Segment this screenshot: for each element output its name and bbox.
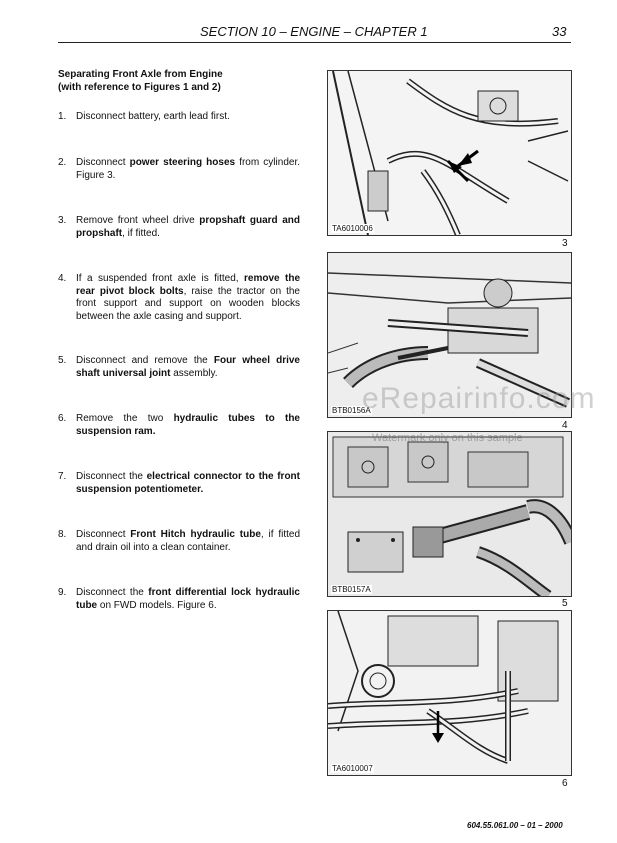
step-run: Disconnect bbox=[76, 157, 130, 168]
step-text bbox=[76, 471, 300, 496]
step-5 bbox=[58, 355, 300, 380]
step-text bbox=[76, 587, 300, 612]
figure-5-drawing bbox=[328, 432, 571, 596]
figure-5-code: BTB0157A bbox=[332, 585, 371, 594]
section-title: SECTION 10 – ENGINE – CHAPTER 1 bbox=[200, 24, 428, 39]
page-number: 33 bbox=[552, 24, 567, 39]
step-text bbox=[76, 529, 300, 554]
step-run: , raise the tractor on the front support and support on wooden blocks between the axle casing and support. bbox=[76, 285, 300, 322]
step-run: Disconnect battery, earth lead first. bbox=[76, 111, 230, 122]
step-run: , if fitted and drain oil into a clean container. bbox=[76, 529, 300, 553]
step-number: 9. bbox=[58, 587, 67, 598]
watermark: eRepairinfo.com bbox=[362, 382, 596, 415]
figure-4-code: BTB0156A bbox=[332, 406, 371, 415]
figure-6-illustration bbox=[327, 610, 572, 776]
step-2 bbox=[58, 157, 300, 182]
step-run: Disconnect bbox=[76, 529, 131, 540]
step-run: Disconnect and remove the bbox=[76, 355, 214, 366]
step-emphasis: propshaft guard and propshaft bbox=[76, 215, 300, 239]
step-emphasis: remove the rear pivot block bolts bbox=[76, 273, 301, 297]
step-number: 7. bbox=[58, 471, 67, 482]
step-emphasis: power steering hoses bbox=[129, 157, 236, 168]
figure-3-illustration bbox=[327, 70, 572, 236]
step-text bbox=[76, 355, 300, 380]
step-number: 2. bbox=[58, 157, 67, 168]
step-9 bbox=[58, 587, 300, 612]
step-run: from cylinder. Figure 3. bbox=[76, 157, 300, 181]
figure-3-code: TA6010006 bbox=[332, 224, 373, 233]
step-emphasis: electrical connector to the front suspension potentiometer. bbox=[76, 471, 300, 495]
figure-3-drawing bbox=[328, 71, 571, 235]
step-number: 1. bbox=[58, 111, 67, 122]
step-run: , if fitted. bbox=[122, 227, 160, 239]
procedure-heading-line2: (with reference to Figures 1 and 2) bbox=[58, 82, 221, 93]
step-number: 8. bbox=[58, 529, 67, 540]
step-number: 6. bbox=[58, 413, 67, 424]
step-run: Disconnect the bbox=[76, 587, 149, 598]
step-run: Disconnect the bbox=[76, 471, 147, 482]
figure-4-number: 4 bbox=[562, 420, 568, 431]
step-emphasis: Front Hitch hydraulic tube bbox=[130, 529, 261, 540]
step-text bbox=[76, 111, 300, 124]
step-number: 4. bbox=[58, 273, 67, 284]
step-run: assembly. bbox=[170, 367, 218, 379]
step-3 bbox=[58, 215, 300, 240]
step-run: Remove the two bbox=[76, 413, 174, 424]
procedure-heading-line1: Separating Front Axle from Engine bbox=[58, 69, 223, 80]
step-emphasis: front differential lock hydraulic tube bbox=[76, 587, 300, 611]
step-6 bbox=[58, 413, 300, 438]
figure-3-number: 3 bbox=[562, 238, 568, 249]
document-reference: 604.55.061.00 – 01 – 2000 bbox=[467, 821, 563, 830]
watermark-subtext: Watermark only on this sample bbox=[372, 432, 523, 444]
step-emphasis: Four wheel drive shaft universal joint bbox=[76, 355, 300, 379]
figure-6-number: 6 bbox=[562, 778, 568, 789]
step-text bbox=[76, 413, 300, 438]
figure-5-number: 5 bbox=[562, 598, 568, 609]
step-text bbox=[76, 215, 300, 240]
figure-6-drawing bbox=[328, 611, 571, 775]
step-number: 3. bbox=[58, 215, 67, 226]
step-text bbox=[76, 273, 300, 323]
step-run: Remove front wheel drive bbox=[76, 215, 200, 226]
step-run: If a suspended front axle is fitted, bbox=[76, 273, 245, 284]
procedure-heading bbox=[58, 68, 308, 94]
header-divider bbox=[58, 42, 571, 43]
step-emphasis: hydraulic tubes to the suspension ram. bbox=[76, 413, 300, 437]
step-number: 5. bbox=[58, 355, 67, 366]
step-7 bbox=[58, 471, 300, 496]
figure-6-code: TA6010007 bbox=[332, 764, 373, 773]
step-8 bbox=[58, 529, 300, 554]
step-text bbox=[76, 157, 300, 182]
step-run: on FWD models. Figure 6. bbox=[97, 599, 217, 611]
step-1 bbox=[58, 111, 300, 124]
step-4 bbox=[58, 273, 300, 323]
figure-5-illustration bbox=[327, 431, 572, 597]
